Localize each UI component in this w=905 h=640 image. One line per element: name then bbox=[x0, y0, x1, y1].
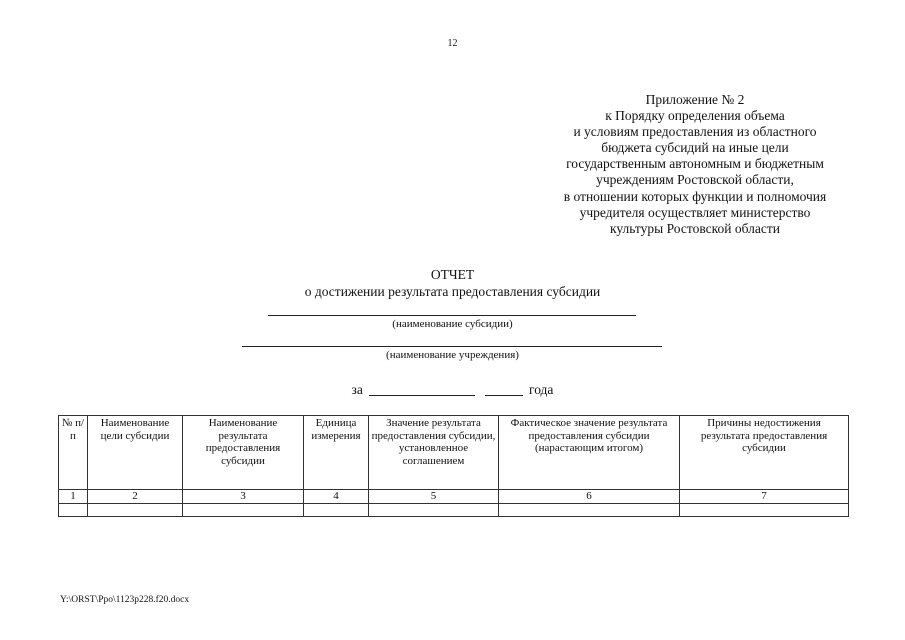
appendix-line: бюджета субсидий на иные цели bbox=[601, 140, 789, 156]
period-prefix: за bbox=[351, 382, 363, 397]
report-subtitle: о достижении результата предоставления субсидии bbox=[304, 284, 601, 299]
header-planned-value: Значение результата предоставления субсидии, установленное соглашением bbox=[369, 416, 499, 490]
header-actual-value: Фактическое значение результата предоставления субсидии (нарастающим итогом) bbox=[499, 416, 680, 490]
appendix-line: и условиям предоставления из областного bbox=[573, 124, 817, 140]
period-line bbox=[0, 382, 905, 398]
table-cell[interactable] bbox=[369, 503, 499, 516]
column-number: 5 bbox=[369, 490, 499, 504]
appendix-line: Приложение № 2 bbox=[645, 92, 745, 107]
appendix-line: государственным автономным и бюджетным bbox=[566, 156, 824, 172]
report-heading bbox=[0, 266, 905, 300]
appendix-line: учредителя осуществляет министерство bbox=[579, 204, 811, 220]
column-number: 6 bbox=[499, 490, 680, 504]
appendix-line: учреждениям Ростовской области, bbox=[596, 172, 794, 188]
report-title: ОТЧЕТ bbox=[430, 267, 475, 282]
report-table bbox=[58, 415, 849, 517]
table-cell[interactable] bbox=[59, 503, 88, 516]
header-reasons: Причины недостижения результата предоставления субсидии bbox=[680, 416, 849, 490]
table-row bbox=[59, 503, 849, 516]
header-unit: Единица измерения bbox=[304, 416, 369, 490]
column-number: 4 bbox=[304, 490, 369, 504]
period-suffix: года bbox=[529, 382, 554, 397]
appendix-block bbox=[545, 92, 845, 237]
header-result-name: Наименование результата предоставления субсидии bbox=[183, 416, 304, 490]
table-cell[interactable] bbox=[183, 503, 304, 516]
institution-caption: (наименование учреждения) bbox=[386, 349, 519, 361]
appendix-line: в отношении которых функции и полномочия bbox=[563, 188, 827, 204]
institution-name-line[interactable] bbox=[242, 346, 662, 347]
appendix-line: к Порядку определения объема bbox=[605, 108, 785, 124]
page-number: 12 bbox=[447, 38, 458, 49]
appendix-line: культуры Ростовской области bbox=[610, 220, 780, 236]
column-number: 7 bbox=[680, 490, 849, 504]
column-number: 3 bbox=[183, 490, 304, 504]
subsidy-name-line[interactable] bbox=[268, 315, 636, 316]
subsidy-caption: (наименование субсидии) bbox=[392, 318, 513, 330]
table-header-row bbox=[59, 416, 849, 490]
period-blank-1[interactable] bbox=[369, 395, 475, 396]
header-goal: Наименование цели субсидии bbox=[88, 416, 183, 490]
table-cell[interactable] bbox=[304, 503, 369, 516]
column-number-row bbox=[59, 490, 849, 504]
footer-file-path: Y:\ORST\Ppo\1123p228.f20.docx bbox=[60, 595, 190, 605]
table-cell[interactable] bbox=[88, 503, 183, 516]
column-number: 2 bbox=[88, 490, 183, 504]
header-number: № п/п bbox=[59, 416, 88, 490]
table-cell[interactable] bbox=[499, 503, 680, 516]
period-blank-2[interactable] bbox=[485, 395, 523, 396]
table-cell[interactable] bbox=[680, 503, 849, 516]
column-number: 1 bbox=[59, 490, 88, 504]
